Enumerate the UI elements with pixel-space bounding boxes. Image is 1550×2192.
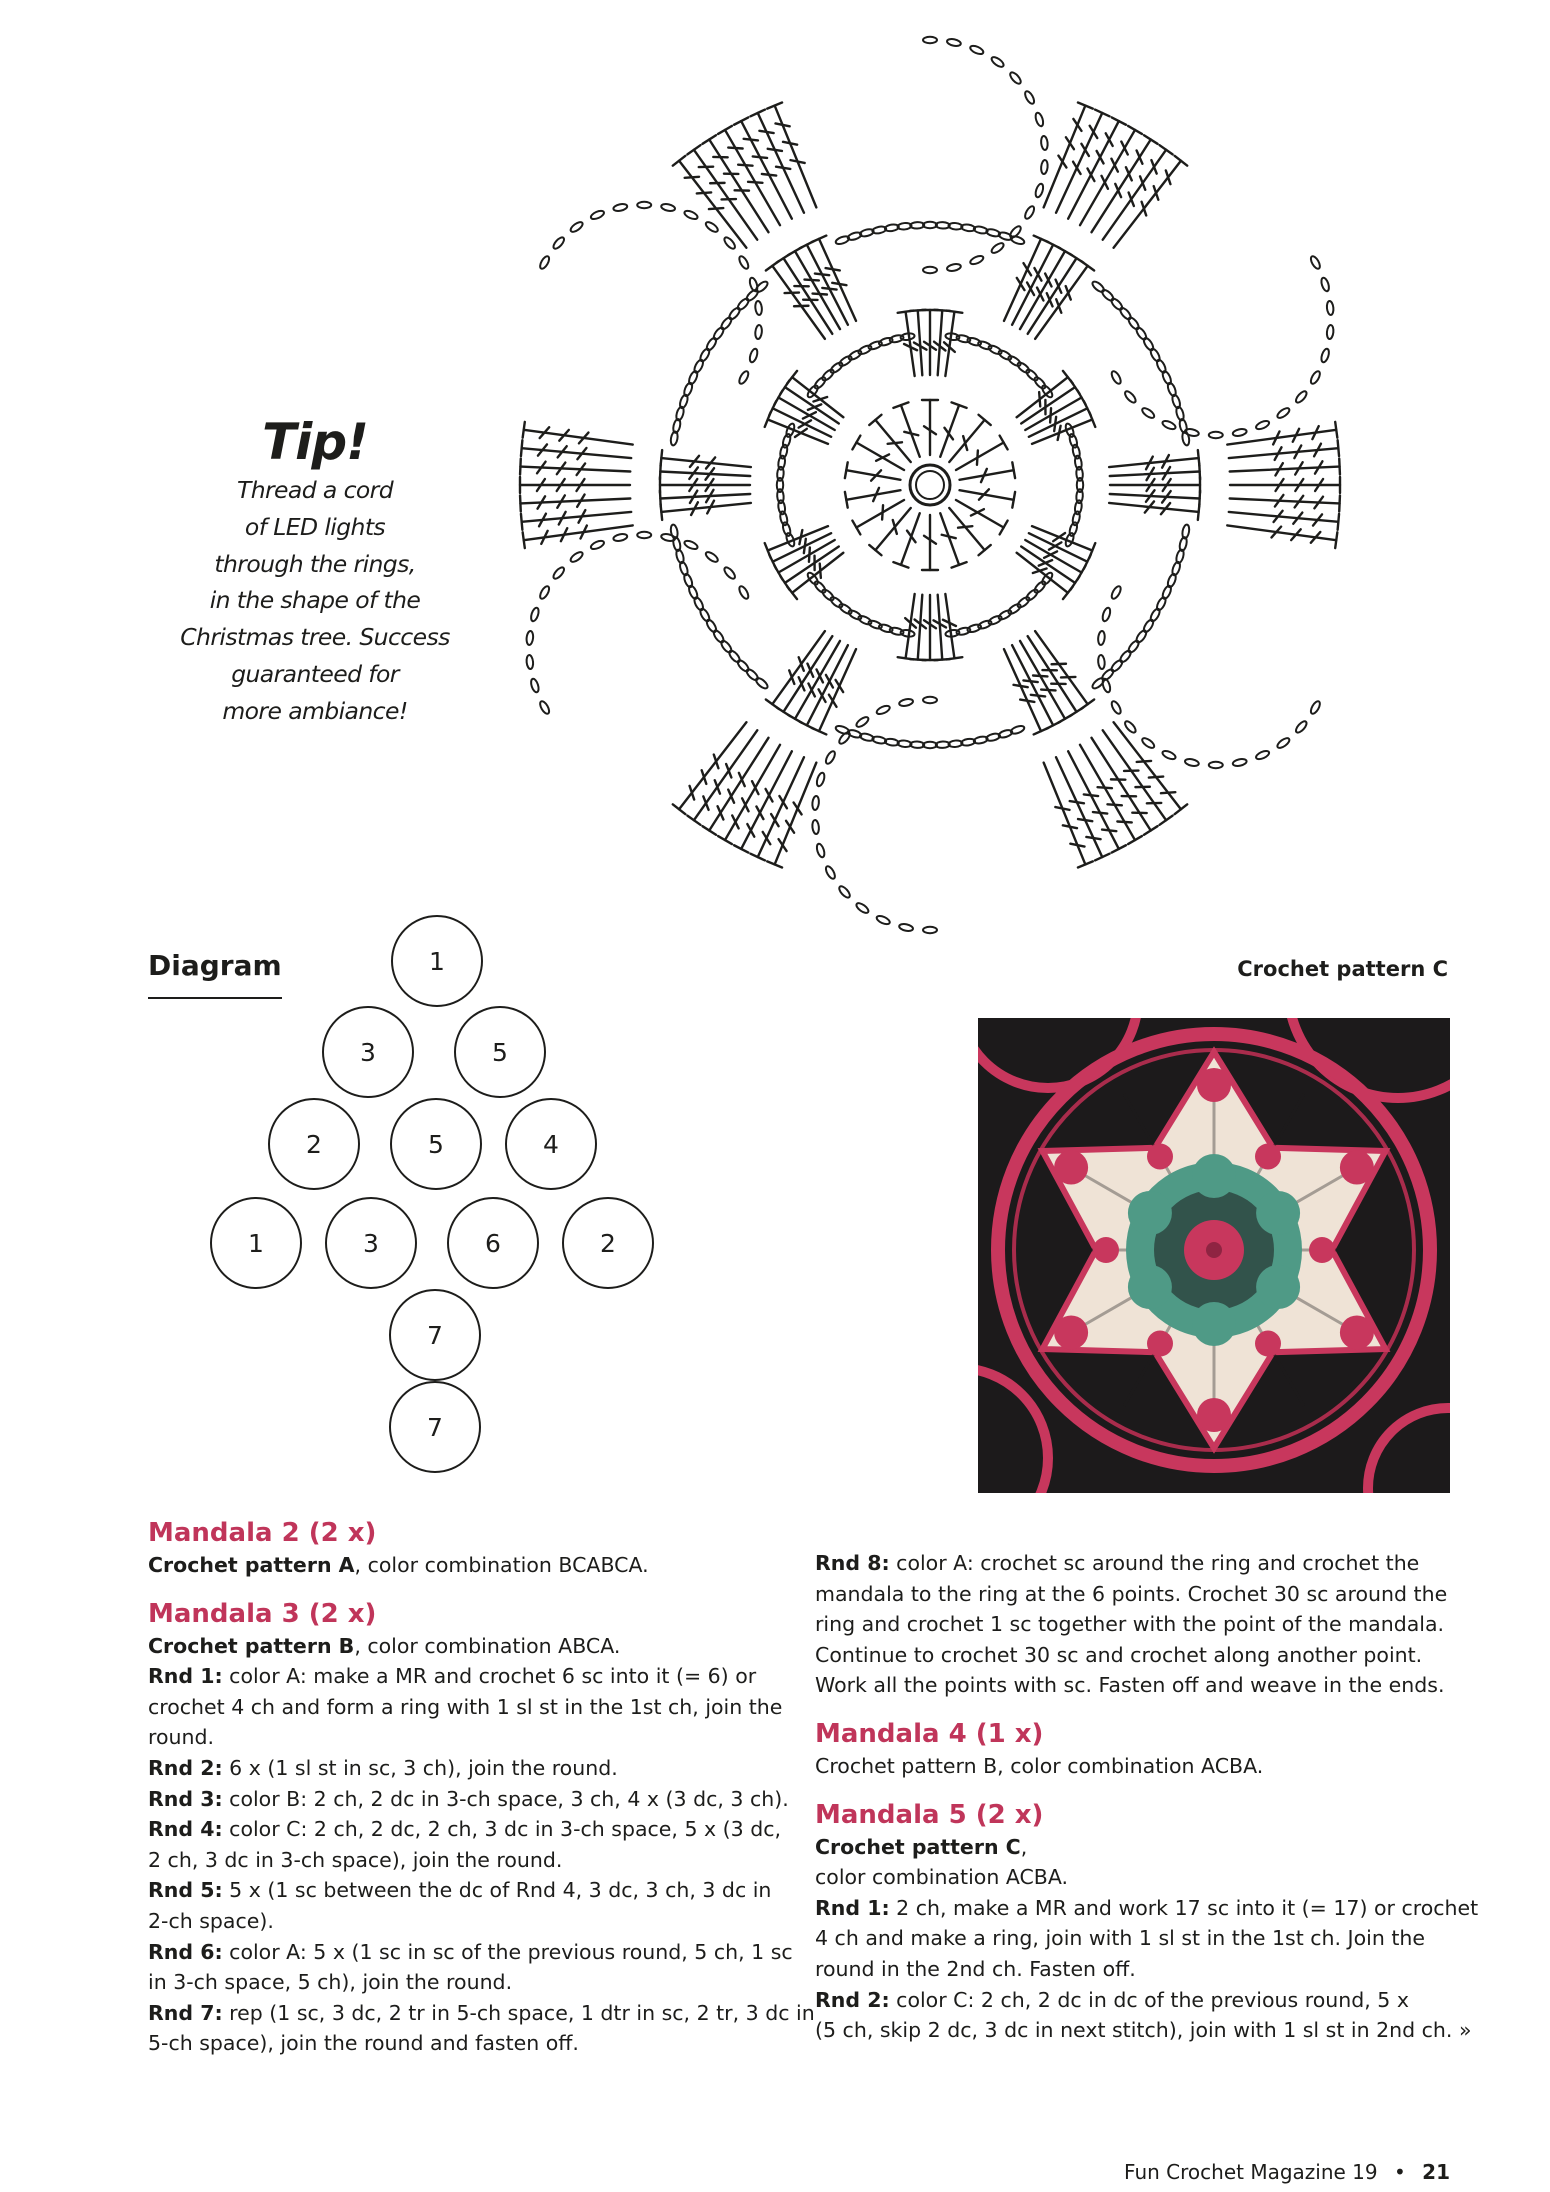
- diagram-circle: 7: [389, 1289, 481, 1381]
- round-label: Rnd 6:: [148, 1939, 223, 1964]
- instruction-line: Rnd 4: color C: 2 ch, 2 dc, 2 ch, 3 dc in 3-ch space, 5 x (3 dc,: [148, 1817, 782, 1842]
- instruction-line: Crochet pattern B, color combination ACBA.: [815, 1753, 1264, 1778]
- instruction-line: 2 ch, 3 dc in 3-ch space), join the round.: [148, 1847, 563, 1872]
- tip-line: more ambiance!: [222, 696, 408, 725]
- instruction-line: Rnd 6: color A: 5 x (1 sc in sc of the previous round, 5 ch, 1 sc: [148, 1939, 793, 1964]
- instruction-line: Crochet pattern C,: [815, 1834, 1028, 1859]
- instruction-line: color combination ACBA.: [815, 1865, 1069, 1890]
- diagram-circle: 4: [505, 1098, 597, 1190]
- tip-line: Thread a cord: [236, 476, 394, 504]
- instruction-line: 4 ch and make a ring, join with 1 sl st in the 1st ch. Join the: [815, 1926, 1425, 1951]
- magazine-name: Fun Crochet Magazine 19: [1124, 2160, 1378, 2184]
- instruction-line: Rnd 3: color B: 2 ch, 2 dc in 3-ch space, 3 ch, 4 x (3 dc, 3 ch).: [148, 1786, 789, 1811]
- diagram-circle: 3: [322, 1006, 414, 1098]
- page-number: 21: [1422, 2160, 1450, 2184]
- round-label: Rnd 2:: [815, 1987, 890, 2012]
- instruction-line: round.: [148, 1725, 215, 1750]
- diagram-circle: 2: [562, 1197, 654, 1289]
- instruction-line: Rnd 7: rep (1 sc, 3 dc, 2 tr in 5-ch space, 1 dtr in sc, 2 tr, 3 dc in: [148, 2000, 815, 2025]
- round-label: Rnd 7:: [148, 2000, 223, 2025]
- pattern-name: Crochet pattern B: [148, 1633, 355, 1658]
- instruction-line: ring and crochet 1 sc together with the point of the mandala.: [815, 1612, 1445, 1637]
- tip-line: of LED lights: [244, 512, 386, 541]
- mandala-2-title: Mandala 2 (2 x): [148, 1518, 377, 1548]
- instruction-line: 2-ch space).: [148, 1908, 274, 1933]
- instruction-line: round in the 2nd ch. Fasten off.: [815, 1956, 1136, 1981]
- instruction-line: Crochet pattern B, color combination ABCA.: [148, 1633, 621, 1658]
- mandala-5-title: Mandala 5 (2 x): [815, 1799, 1044, 1830]
- diagram-circle: 1: [210, 1197, 302, 1289]
- diagram-circle: 2: [268, 1098, 360, 1190]
- tip-line: Christmas tree. Success: [180, 623, 450, 652]
- left-text-column: [148, 1516, 815, 2059]
- instruction-line: 5-ch space), join the round and fasten off.: [148, 2031, 579, 2056]
- round-label: Rnd 3:: [148, 1786, 223, 1811]
- instruction-line: Rnd 1: color A: make a MR and crochet 6 sc into it (= 6) or: [148, 1664, 757, 1689]
- mandala-photo: [978, 1018, 1450, 1493]
- heading-underline: [148, 997, 282, 999]
- footer-separator: •: [1394, 2160, 1406, 2184]
- pattern-name: Crochet pattern A: [148, 1553, 355, 1577]
- diagram-circle: 1: [391, 915, 483, 1007]
- tip-line: in the shape of the: [209, 586, 421, 615]
- round-label: Rnd 1:: [148, 1664, 223, 1689]
- crochet-chart: [465, 20, 1395, 980]
- diagram-circle: 6: [447, 1197, 539, 1289]
- instruction-line: (5 ch, skip 2 dc, 3 dc in next stitch), join with 1 sl st in 2nd ch. »: [815, 2018, 1472, 2043]
- instruction-line: Rnd 2: color C: 2 ch, 2 dc in dc of the previous round, 5 x: [815, 1987, 1409, 2012]
- instruction-line: Rnd 8: color A: crochet sc around the ring and crochet the: [815, 1551, 1420, 1575]
- round-label: Rnd 2:: [148, 1755, 223, 1780]
- mandala-3-title: Mandala 3 (2 x): [148, 1598, 377, 1629]
- round-label: Rnd 1:: [815, 1895, 890, 1920]
- diagram-circle: 3: [325, 1197, 417, 1289]
- instruction-line: Continue to crochet 30 sc and crochet along another point.: [815, 1642, 1423, 1667]
- photo-caption: Crochet pattern C: [1237, 957, 1448, 981]
- instruction-line: Work all the points with sc. Fasten off and weave in the ends.: [815, 1673, 1445, 1698]
- instruction-line: in 3-ch space, 5 ch), join the round.: [148, 1970, 513, 1995]
- round-label: Rnd 8:: [815, 1551, 890, 1575]
- instruction-line: crochet 4 ch and form a ring with 1 sl st in the 1st ch, join the: [148, 1694, 783, 1719]
- pattern-name: Crochet pattern C: [815, 1834, 1021, 1859]
- diagram-circle: 5: [390, 1098, 482, 1190]
- round-label: Rnd 5:: [148, 1878, 223, 1903]
- instruction-line: Rnd 5: 5 x (1 sc between the dc of Rnd 4, 3 dc, 3 ch, 3 dc in: [148, 1878, 772, 1903]
- right-text-column: [815, 1548, 1479, 2046]
- round-label: Rnd 4:: [148, 1817, 223, 1842]
- diagram-circle: 5: [454, 1006, 546, 1098]
- tip-title: Tip!: [262, 413, 368, 471]
- tip-text: [150, 472, 480, 730]
- tip-line: through the rings,: [214, 549, 416, 578]
- instruction-line: Rnd 2: 6 x (1 sl st in sc, 3 ch), join the round.: [148, 1755, 618, 1780]
- diagram-heading: Diagram: [148, 949, 282, 982]
- mandala-4-title: Mandala 4 (1 x): [815, 1718, 1044, 1749]
- instruction-line: Rnd 1: 2 ch, make a MR and work 17 sc into it (= 17) or crochet: [815, 1895, 1479, 1920]
- page-footer: [1124, 2158, 1450, 2186]
- tip-line: guaranteed for: [231, 659, 399, 688]
- instruction-line: mandala to the ring at the 6 points. Crochet 30 sc around the: [815, 1581, 1448, 1606]
- diagram-circle: 7: [389, 1381, 481, 1473]
- instruction-line: Crochet pattern A, color combination BCABCA.: [148, 1553, 649, 1577]
